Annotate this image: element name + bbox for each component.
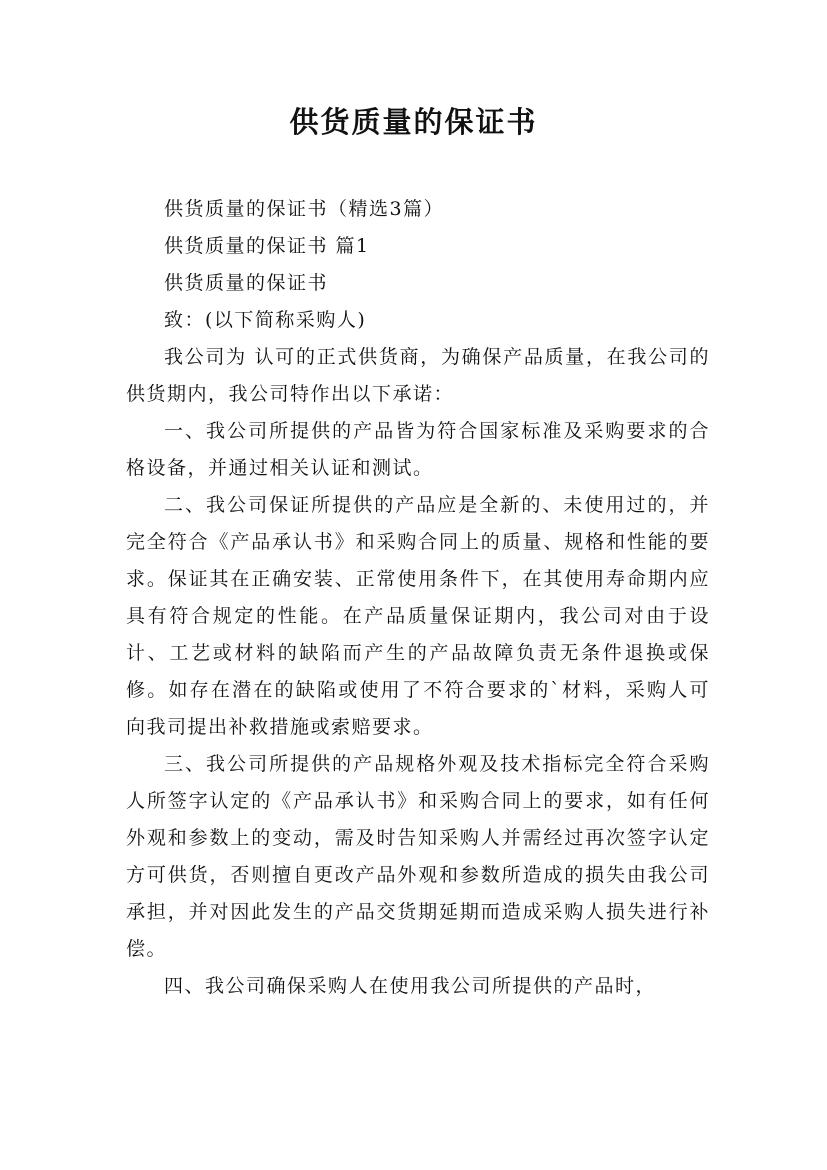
document-title: 供货质量的保证书: [289, 105, 538, 139]
document-body: [126, 191, 710, 1005]
clause-3-paragraph: 三、我公司所提供的产品规格外观及技术指标完全符合采购人所签字认定的《产品承认书》和采购合同上的要求，如有任何外观和参数上的变动，需及时告知采购人并需经过再次签字认定方可供货，否则擅自更改产品外观和参数所造成的损失由我公司承担，并对因此发生的产品交货期延期而造成采购人损失进行补偿。: [126, 753, 710, 960]
section-heading-paragraph: 供货质量的保证书 篇1: [164, 235, 370, 257]
intro-paragraph: 我公司为 认可的正式供货商，为确保产品质量，在我公司的供货期内，我公司特作出以下承诺：: [126, 346, 710, 405]
clause-4-paragraph: 四、我公司确保采购人在使用我公司所提供的产品时，: [164, 975, 657, 997]
clause-1-paragraph: 一、我公司所提供的产品皆为符合国家标准及采购要求的合格设备，并通过相关认证和测试。: [126, 420, 710, 479]
clause-2-paragraph: 二、我公司保证所提供的产品应是全新的、未使用过的，并完全符合《产品承认书》和采购合同上的质量、规格和性能的要求。保证其在正确安装、正常使用条件下，在其使用寿命期内应具有符合规定的性能。在产品质量保证期内，我公司对由于设计、工艺或材料的缺陷而产生的产品故障负责无条件退换或保修。如存在潜在的缺陷或使用了不符合要求的`材料，采购人可向我司提出补救措施或索赔要求。: [126, 494, 710, 738]
subtitle-paragraph: 供货质量的保证书（精选3篇）: [164, 198, 445, 220]
letter-heading-paragraph: 供货质量的保证书: [164, 272, 329, 294]
addressee-paragraph: 致：(以下简称采购人): [164, 309, 367, 331]
